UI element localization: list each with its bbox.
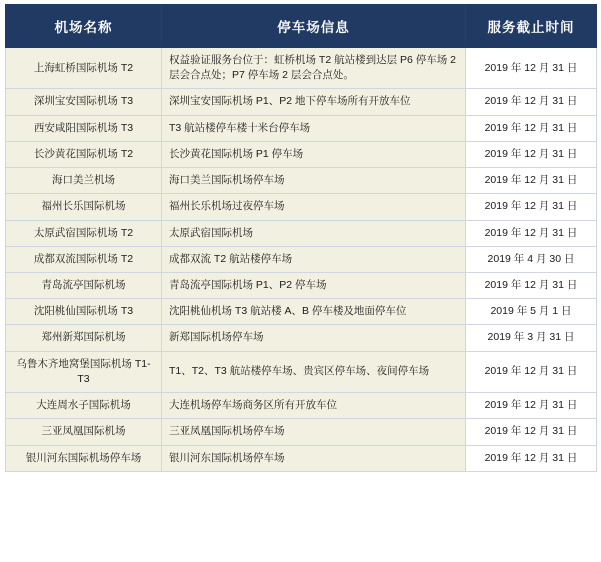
cell-deadline: 2019 年 12 月 31 日 — [466, 419, 597, 445]
table-row — [6, 246, 597, 272]
cell-parking-info: 沈阳桃仙机场 T3 航站楼 A、B 停车楼及地面停车位 — [162, 299, 466, 325]
table-row — [6, 325, 597, 351]
cell-parking-info: 福州长乐机场过夜停车场 — [162, 194, 466, 220]
column-header-parking-info: 停车场信息 — [162, 5, 466, 48]
cell-deadline: 2019 年 12 月 31 日 — [466, 48, 597, 89]
cell-airport-name: 银川河东国际机场停车场 — [6, 445, 162, 471]
table-row — [6, 168, 597, 194]
cell-deadline: 2019 年 12 月 31 日 — [466, 272, 597, 298]
cell-parking-info: 三亚凤凰国际机场停车场 — [162, 419, 466, 445]
cell-parking-info: 青岛流亭国际机场 P1、P2 停车场 — [162, 272, 466, 298]
table-row — [6, 194, 597, 220]
cell-deadline: 2019 年 5 月 1 日 — [466, 299, 597, 325]
cell-parking-info: 成都双流 T2 航站楼停车场 — [162, 246, 466, 272]
table-row — [6, 445, 597, 471]
cell-deadline: 2019 年 12 月 31 日 — [466, 220, 597, 246]
cell-deadline: 2019 年 12 月 31 日 — [466, 168, 597, 194]
cell-deadline: 2019 年 12 月 31 日 — [466, 89, 597, 115]
cell-deadline: 2019 年 4 月 30 日 — [466, 246, 597, 272]
cell-deadline: 2019 年 3 月 31 日 — [466, 325, 597, 351]
cell-parking-info: 银川河东国际机场停车场 — [162, 445, 466, 471]
cell-deadline: 2019 年 12 月 31 日 — [466, 194, 597, 220]
table-row — [6, 141, 597, 167]
table-row — [6, 299, 597, 325]
cell-airport-name: 三亚凤凰国际机场 — [6, 419, 162, 445]
cell-airport-name: 上海虹桥国际机场 T2 — [6, 48, 162, 89]
cell-airport-name: 乌鲁木齐地窝堡国际机场 T1-T3 — [6, 351, 162, 392]
cell-parking-info: 海口美兰国际机场停车场 — [162, 168, 466, 194]
cell-parking-info: 深圳宝安国际机场 P1、P2 地下停车场所有开放车位 — [162, 89, 466, 115]
table-row — [6, 393, 597, 419]
cell-deadline: 2019 年 12 月 31 日 — [466, 445, 597, 471]
column-header-airport: 机场名称 — [6, 5, 162, 48]
table-header-row — [6, 5, 597, 48]
table-row — [6, 89, 597, 115]
cell-airport-name: 太原武宿国际机场 T2 — [6, 220, 162, 246]
table-row — [6, 272, 597, 298]
table-body — [6, 48, 597, 472]
table-row — [6, 115, 597, 141]
cell-parking-info: 新郑国际机场停车场 — [162, 325, 466, 351]
cell-parking-info: 权益验证服务台位于：虹桥机场 T2 航站楼到达层 P6 停车场 2 层会合点处；P7 停车场 2 层会合点处。 — [162, 48, 466, 89]
table-row — [6, 48, 597, 89]
table-row — [6, 220, 597, 246]
cell-airport-name: 海口美兰机场 — [6, 168, 162, 194]
cell-parking-info: 大连机场停车场商务区所有开放车位 — [162, 393, 466, 419]
cell-airport-name: 西安咸阳国际机场 T3 — [6, 115, 162, 141]
cell-deadline: 2019 年 12 月 31 日 — [466, 115, 597, 141]
table-header — [6, 5, 597, 48]
table-row — [6, 419, 597, 445]
cell-airport-name: 郑州新郑国际机场 — [6, 325, 162, 351]
cell-deadline: 2019 年 12 月 31 日 — [466, 141, 597, 167]
table-row — [6, 351, 597, 392]
airport-parking-table — [5, 4, 597, 472]
cell-airport-name: 深圳宝安国际机场 T3 — [6, 89, 162, 115]
cell-airport-name: 沈阳桃仙国际机场 T3 — [6, 299, 162, 325]
cell-deadline: 2019 年 12 月 31 日 — [466, 351, 597, 392]
cell-parking-info: 长沙黄花国际机场 P1 停车场 — [162, 141, 466, 167]
cell-airport-name: 青岛流亭国际机场 — [6, 272, 162, 298]
cell-parking-info: T1、T2、T3 航站楼停车场、贵宾区停车场、夜间停车场 — [162, 351, 466, 392]
cell-parking-info: T3 航站楼停车楼十米台停车场 — [162, 115, 466, 141]
column-header-deadline: 服务截止时间 — [466, 5, 597, 48]
cell-airport-name: 福州长乐国际机场 — [6, 194, 162, 220]
cell-airport-name: 大连周水子国际机场 — [6, 393, 162, 419]
cell-airport-name: 长沙黄花国际机场 T2 — [6, 141, 162, 167]
cell-airport-name: 成都双流国际机场 T2 — [6, 246, 162, 272]
cell-deadline: 2019 年 12 月 31 日 — [466, 393, 597, 419]
cell-parking-info: 太原武宿国际机场 — [162, 220, 466, 246]
